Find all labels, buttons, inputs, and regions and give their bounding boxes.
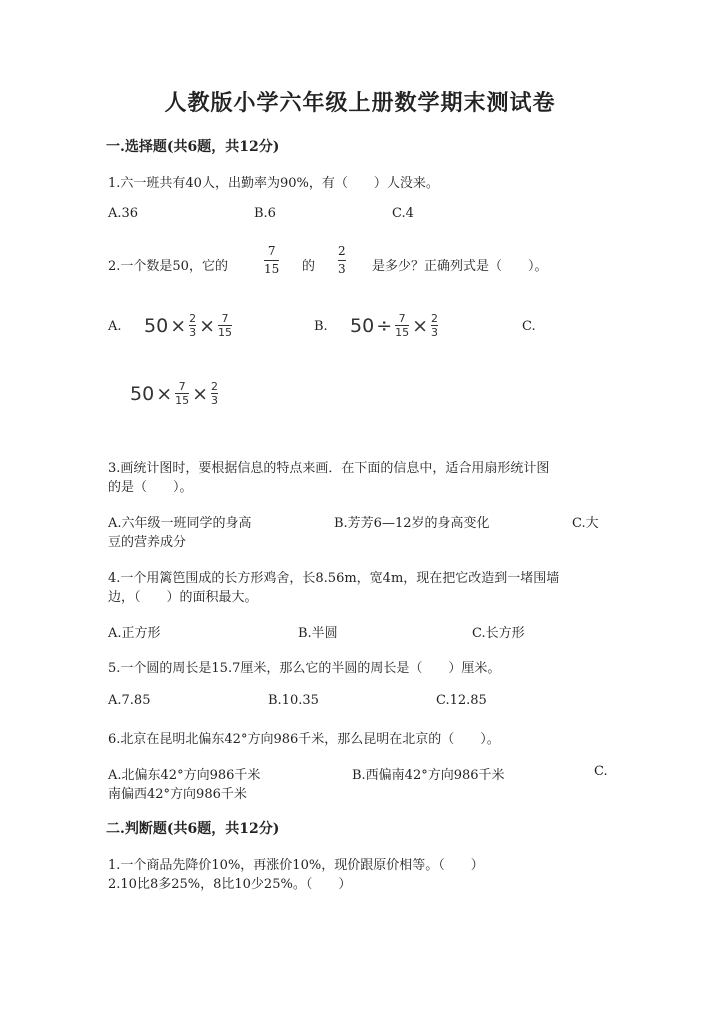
expr-fraction	[175, 381, 189, 406]
q2-option-b-expression[interactable]	[350, 313, 439, 338]
q4-option-c[interactable]: C.长方形	[472, 626, 525, 641]
q2-option-c-label[interactable]: C.	[522, 319, 536, 334]
section1-heading: 一.选择题(共6题，共12分)	[106, 139, 280, 155]
expr-fraction	[211, 381, 218, 406]
q5-option-a[interactable]: A.7.85	[108, 693, 151, 708]
q4-option-a[interactable]: A.正方形	[108, 626, 161, 641]
times-sign: ×	[170, 314, 187, 337]
expr-fraction	[431, 313, 438, 338]
q3-option-b[interactable]: B.芳芳6—12岁的身高变化	[334, 516, 490, 531]
q2-fraction-2-3	[338, 245, 346, 276]
fraction-denominator: 3	[431, 326, 439, 339]
times-sign: ×	[156, 382, 173, 405]
q1-option-c[interactable]: C.4	[392, 206, 414, 221]
q1-option-a[interactable]: A.36	[108, 206, 139, 221]
q1-option-b[interactable]: B.6	[254, 206, 276, 221]
fraction-numerator: 2	[431, 312, 439, 325]
q6-option-b[interactable]: B.西偏南42°方向986千米	[352, 768, 505, 783]
q2-option-b-label[interactable]: B.	[314, 319, 328, 334]
expr-fraction	[189, 313, 196, 338]
fraction-numerator: 2	[338, 244, 346, 258]
expr-number: 50	[144, 314, 169, 337]
expr-number: 50	[350, 314, 375, 337]
expr-fraction	[218, 313, 232, 338]
q6-option-a[interactable]: A.北偏东42°方向986千米	[108, 768, 261, 783]
question-3-line2: 的是（ ）。	[108, 480, 193, 495]
judgement-question-2: 2.10比8多25%，8比10少25%。（ ）	[108, 877, 352, 892]
fraction-numerator: 7	[178, 380, 186, 393]
fraction-bar	[338, 260, 346, 261]
question-2-part2: 的	[302, 259, 316, 274]
question-2-part1: 2.一个数是50，它的	[108, 259, 228, 274]
fraction-denominator: 15	[395, 326, 410, 339]
q6-option-c[interactable]: C.	[594, 764, 608, 779]
q3-option-c[interactable]: C.大	[572, 516, 599, 531]
fraction-denominator: 15	[264, 262, 280, 276]
times-sign: ×	[192, 382, 209, 405]
fraction-numerator: 7	[221, 312, 229, 325]
fraction-numerator: 7	[398, 312, 406, 325]
fraction-denominator: 15	[175, 394, 190, 407]
times-sign: ×	[199, 314, 216, 337]
q2-fraction-7-15	[264, 245, 279, 276]
times-sign: ×	[412, 314, 429, 337]
question-5: 5.一个圆的周长是15.7厘米，那么它的半圆的周长是（ ）厘米。	[108, 661, 501, 676]
question-4-line2: 边，（ ）的面积最大。	[108, 590, 258, 605]
question-6: 6.北京在昆明北偏东42°方向986千米，那么昆明在北京的（ ）。	[108, 732, 500, 747]
question-1: 1.六一班共有40人，出勤率为90%，有（ ）人没来。	[108, 176, 439, 191]
fraction-numerator: 2	[211, 380, 219, 393]
fraction-denominator: 3	[211, 394, 219, 407]
question-4-line1: 4.一个用篱笆围成的长方形鸡舍，长8.56m，宽4m，现在把它改造到一堵围墙	[108, 571, 560, 586]
expr-number: 50	[130, 382, 155, 405]
expr-fraction	[395, 313, 409, 338]
q3-option-c-continued[interactable]: 豆的营养成分	[108, 535, 187, 550]
section2-heading: 二.判断题(共6题，共12分)	[106, 821, 280, 837]
q6-option-c-continued[interactable]: 南偏西42°方向986千米	[108, 787, 247, 802]
q2-option-c-expression[interactable]	[130, 381, 219, 406]
fraction-denominator: 3	[338, 262, 346, 276]
fraction-bar	[264, 260, 279, 261]
q5-option-b[interactable]: B.10.35	[268, 693, 319, 708]
question-2-part3: 是多少？正确列式是（ ）。	[372, 259, 548, 274]
fraction-numerator: 2	[189, 312, 197, 325]
q2-option-a-expression[interactable]	[144, 313, 233, 338]
fraction-denominator: 15	[218, 326, 233, 339]
fraction-numerator: 7	[267, 244, 276, 258]
q2-option-a-label[interactable]: A.	[108, 319, 122, 334]
judgement-question-1: 1.一个商品先降价10%，再涨价10%，现价跟原价相等。（ ）	[108, 858, 484, 873]
q3-option-a[interactable]: A.六年级一班同学的身高	[108, 516, 252, 531]
q5-option-c[interactable]: C.12.85	[436, 693, 487, 708]
divide-sign: ÷	[376, 314, 393, 337]
question-3-line1: 3.画统计图时，要根据信息的特点来画．在下面的信息中，适合用扇形统计图	[108, 461, 550, 476]
q4-option-b[interactable]: B.半圆	[298, 626, 338, 641]
page-title: 人教版小学六年级上册数学期末测试卷	[164, 90, 556, 116]
fraction-denominator: 3	[189, 326, 197, 339]
